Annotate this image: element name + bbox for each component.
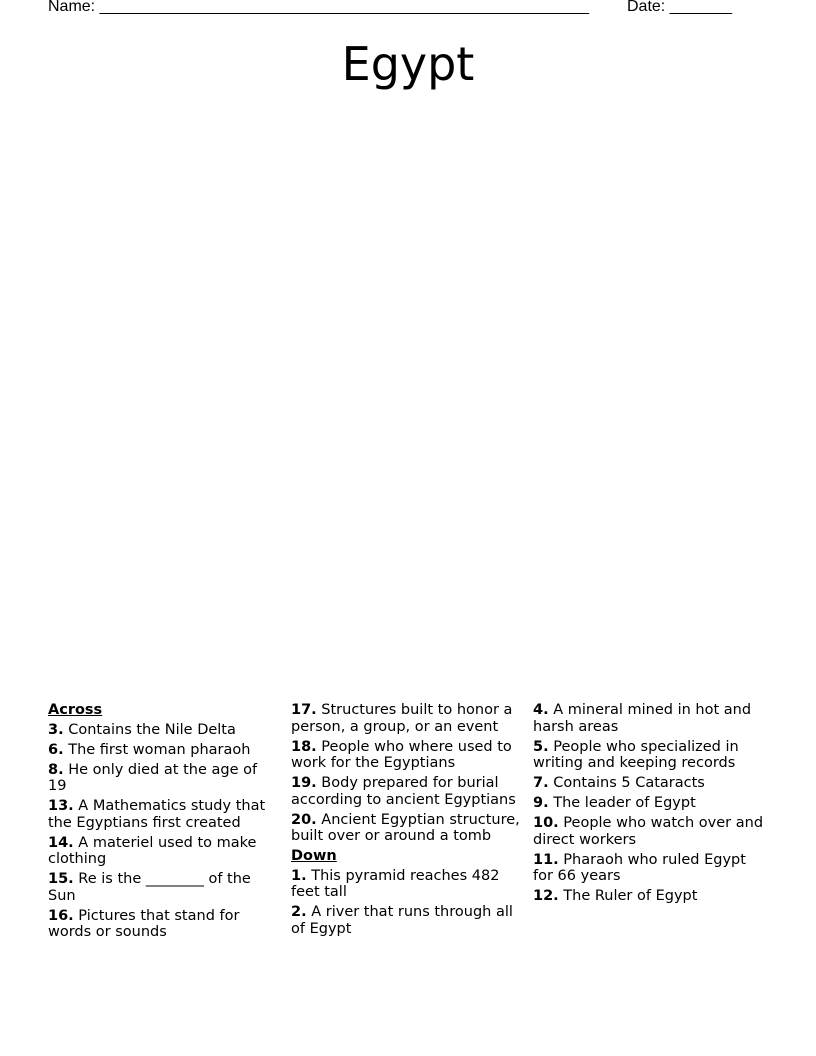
clue-text: The leader of Egypt: [553, 795, 696, 811]
down-heading: Down: [291, 848, 337, 864]
clue-text: The Ruler of Egypt: [563, 888, 698, 904]
clue-text: A river that runs through all of Egypt: [291, 904, 513, 937]
across-clue-17: [291, 702, 523, 735]
down-clue-5: [533, 739, 765, 772]
clue-number: 2.: [291, 904, 307, 920]
clue-number: 20.: [291, 811, 317, 828]
clue-number: 16.: [48, 907, 74, 924]
clue-column-1: [48, 702, 280, 944]
clue-text: Structures built to honor a person, a group, or an event: [291, 702, 513, 735]
clue-number: 18.: [291, 738, 317, 755]
clue-number: 12.: [533, 888, 559, 904]
clue-text: A mineral mined in hot and harsh areas: [533, 702, 752, 735]
clue-text: Contains 5 Cataracts: [553, 775, 705, 791]
down-clue-7: [533, 775, 765, 792]
across-clue-8: [48, 762, 280, 795]
clue-number: 7.: [533, 775, 549, 791]
clue-text: Pictures that stand for words or sounds: [48, 907, 240, 940]
name-field[interactable]: Name: _______________________________________________________: [48, 0, 589, 15]
clue-text: This pyramid reaches 482 feet tall: [291, 867, 500, 900]
clue-text: Contains the Nile Delta: [68, 721, 236, 738]
clue-number: 11.: [533, 851, 559, 868]
down-clue-4: [533, 702, 765, 735]
crossword-grid-area: [48, 100, 768, 690]
across-clue-20: [291, 812, 523, 845]
clue-number: 17.: [291, 702, 317, 718]
across-clue-16: [48, 908, 280, 941]
worksheet-header: [48, 0, 748, 20]
down-clue-10: [533, 815, 765, 848]
across-clue-13: [48, 798, 280, 831]
down-clue-12: [533, 888, 765, 905]
clue-text: People who specialized in writing and keeping records: [533, 738, 739, 771]
across-heading: Across: [48, 702, 103, 718]
across-clue-19: [291, 775, 523, 808]
clue-number: 6.: [48, 741, 64, 758]
clue-text: A materiel used to make clothing: [48, 834, 257, 867]
clue-number: 19.: [291, 775, 317, 791]
clue-number: 10.: [533, 815, 559, 831]
down-clue-2: [291, 904, 523, 937]
clue-text: Ancient Egyptian structure, built over or around a tomb: [291, 811, 520, 844]
clue-number: 5.: [533, 738, 549, 755]
clue-number: 13.: [48, 798, 74, 814]
clue-number: 1.: [291, 867, 307, 884]
down-clue-11: [533, 852, 765, 885]
down-clue-1: [291, 868, 523, 901]
clue-text: He only died at the age of 19: [48, 761, 258, 794]
clue-text: People who watch over and direct workers: [533, 815, 764, 848]
clue-number: 8.: [48, 761, 64, 778]
across-clue-14: [48, 835, 280, 868]
clue-text: Body prepared for burial according to ancient Egyptians: [291, 775, 516, 808]
clue-number: 9.: [533, 795, 549, 811]
across-clue-6: [48, 742, 280, 759]
clue-column-3: [533, 702, 765, 908]
clue-text: Pharaoh who ruled Egypt for 66 years: [533, 851, 746, 884]
clue-text: Re is the ________ of the Sun: [48, 871, 251, 904]
across-clue-3: [48, 722, 280, 739]
across-clue-15: [48, 871, 280, 904]
clue-number: 3.: [48, 721, 64, 738]
clue-number: 4.: [533, 702, 549, 718]
down-clue-9: [533, 795, 765, 812]
across-clue-18: [291, 739, 523, 772]
page-title: Egypt: [341, 37, 475, 91]
clue-number: 14.: [48, 834, 74, 851]
clue-text: People who where used to work for the Egyptians: [291, 738, 512, 771]
clue-text: A Mathematics study that the Egyptians first created: [48, 798, 266, 831]
clue-column-2: [291, 702, 523, 941]
clue-text: The first woman pharaoh: [68, 741, 251, 758]
date-field[interactable]: Date: _______: [627, 0, 732, 15]
clue-number: 15.: [48, 871, 74, 887]
